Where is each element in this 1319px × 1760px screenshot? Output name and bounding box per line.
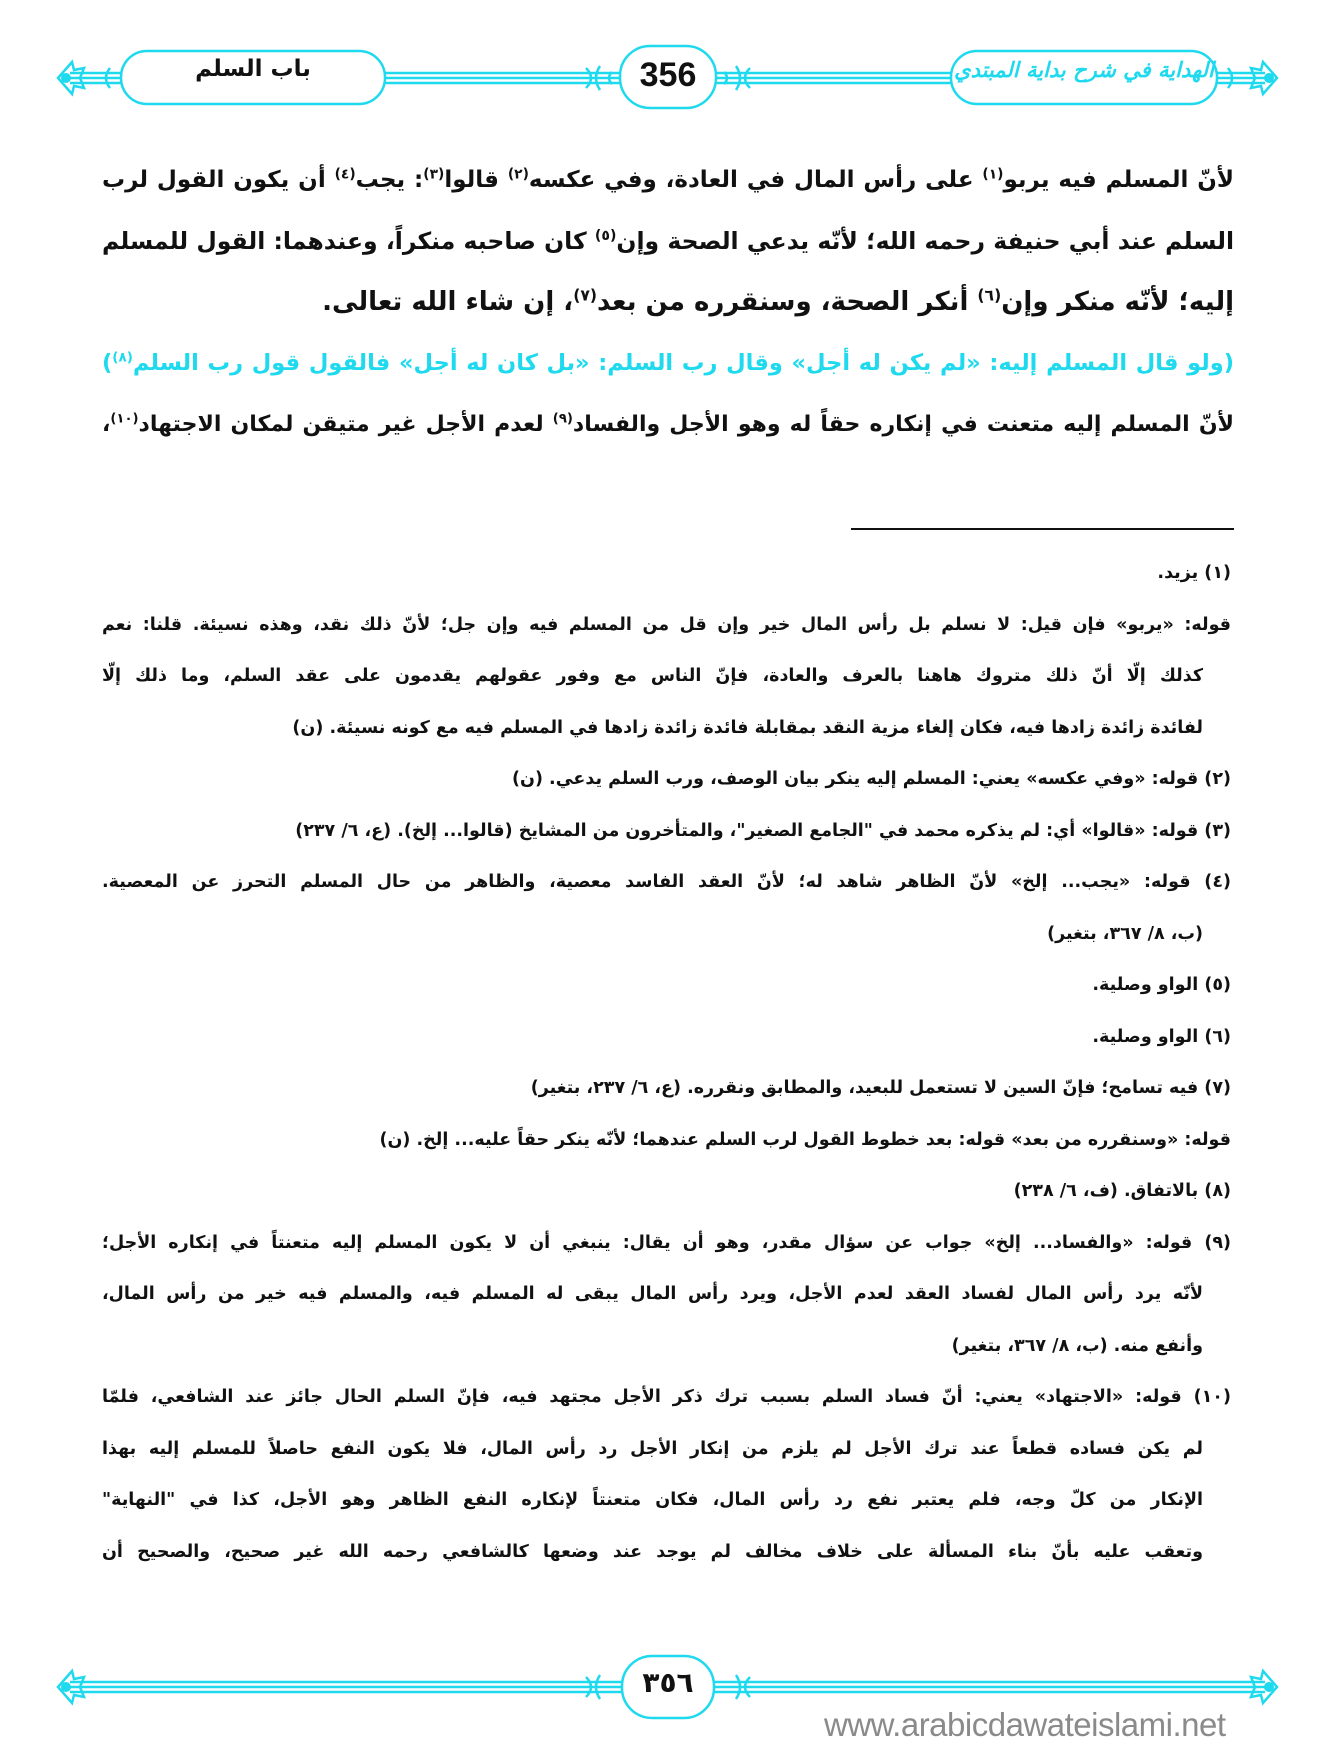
quoted-term: (قالوا... إلخ) [403, 820, 513, 841]
footnote-separator [851, 528, 1234, 530]
text-segment: إليه؛ لأنّه منكر وإن [1001, 287, 1234, 317]
text-segment: . (ع، ٦/ ٢٣٧) [295, 820, 404, 841]
text-segment: أن يكون القول لرب [102, 167, 335, 193]
footnote-line [102, 857, 1231, 909]
text-segment: (٤) [1190, 872, 1231, 892]
footnote-marker: (٦) [977, 286, 1002, 305]
chapter-title: باب السلم [195, 56, 311, 82]
quoted-term: قوله: «قالوا» [1081, 820, 1199, 841]
footnote-line [102, 1166, 1231, 1218]
text-segment: جواب عن سؤال مقدر، وهو أن يقال: ينبغي أن لا يكون المسلم إليه متعنتاً في إنكاره الأجل؛ [102, 1232, 985, 1253]
text-segment: (٨) بالاتفاق. (ف، ٦/ ٢٣٨) [1013, 1181, 1231, 1201]
main-line [102, 150, 1234, 211]
text-segment: (٥) الواو وصلية. [1092, 975, 1231, 995]
quoted-term: قوله: «وفي عكسه» [1026, 769, 1199, 789]
text-segment: على رأس المال في العادة، وفي عكسه [528, 167, 983, 193]
footnote-line [102, 1424, 1231, 1476]
footnote-marker: (٧) [573, 286, 597, 305]
text-segment: ، [102, 412, 111, 437]
text-segment: لأنّه يرد رأس المال لفساد العقد لعدم الأجل، ويرد رأس المال يبقى له المسلم فيه، والمسلم فيه خير من رأس المال، [102, 1284, 1203, 1304]
footnote-line [102, 1527, 1231, 1579]
text-segment: : يجب [355, 167, 424, 193]
quoted-term: قوله: «والفساد... إلخ» [984, 1232, 1193, 1253]
text-segment: أي: لم يذكره محمد في "الجامع الصغير"، والمتأخرون من المشايخ [512, 820, 1082, 841]
text-segment: (٢) [1198, 769, 1231, 789]
page-number-footer: ٣٥٦ [642, 1666, 694, 1699]
text-segment: كان صاحبه منكراً، وعندهما: القول للمسلم [102, 227, 595, 255]
text-segment: فإن قيل: لا نسلم بل رأس المال خير وإن قل من المسلم فيه وإن جل؛ لأنّ ذلك نقد، وهذه نسيئة. قلنا: نعم [102, 614, 1117, 635]
text-segment: قوله: بعد خطوط القول لرب السلم عندهما؛ لأنّه ينكر حقاً عليه... إلخ. (ن) [379, 1129, 1012, 1150]
footnote-marker: (١٠) [110, 411, 139, 427]
text-segment: (٦) الواو وصلية. [1092, 1026, 1231, 1047]
text-segment: يعني: المسلم إليه ينكر بيان الوصف، ورب السلم يدعي. (ن) [512, 769, 1027, 789]
footnote-line [102, 651, 1231, 703]
footnote-line [102, 1372, 1231, 1424]
main-line [102, 211, 1234, 272]
footnote-line [102, 1269, 1231, 1321]
footnote-line [102, 703, 1231, 755]
text-segment: لأنّ الظاهر شاهد له؛ لأنّ العقد الفاسد معصية، والظاهر من حال المسلم التحرز عن المعصية. [102, 872, 1011, 892]
text-segment: وتعقب عليه بأنّ بناء المسألة على خلاف مخالف لم يوجد عند وضعها كالشافعي رحمه الله غير صحيح، والصحيح أن [102, 1541, 1203, 1562]
website-url: www.arabicdawateislami.net [824, 1706, 1226, 1743]
footnote-line [102, 1475, 1231, 1527]
footnote-marker: (٩) [552, 411, 573, 427]
main-text [102, 150, 1234, 455]
quoted-term: قوله: «يربو» [1116, 614, 1231, 635]
text-segment: لعدم الأجل غير متيقن لمكان الاجتهاد [138, 412, 553, 437]
text-segment: (٩) [1192, 1232, 1232, 1253]
footnote-line [102, 1321, 1231, 1373]
text-segment: ، إن شاء الله تعالى. [322, 287, 574, 317]
footnote-line [102, 600, 1231, 652]
footnote-line [102, 1218, 1231, 1270]
text-segment: لأنّ المسلم فيه يربو [1003, 167, 1234, 193]
text-segment: لفائدة زائدة زادها فيه، فكان إلغاء مزية النقد بمقابلة فائدة زائدة زادها في المسلم فيه مع كونه نسيئة. (ن) [292, 717, 1203, 738]
footnote-marker: (٢) [507, 166, 529, 183]
text-segment: السلم عند أبي حنيفة رحمه الله؛ لأنّه يدعي الصحة وإن [616, 227, 1234, 255]
footnote-line [102, 806, 1231, 858]
text-segment: لأنّ المسلم إليه متعنت في إنكاره حقاً له وهو الأجل والفساد [572, 412, 1234, 437]
text-segment: (٧) فيه تسامح؛ فإنّ السين لا تستعمل للبعيد، والمطابق ونقرره. (ع، ٦/ ٢٣٧، بتغير) [530, 1078, 1231, 1098]
text-segment: ) [102, 350, 113, 376]
footnote-marker: (٥) [594, 228, 617, 245]
text-segment: يعني: أنّ فساد السلم بسبب ترك ذكر الأجل مجتهد فيه، فإنّ السلم الحال جائز عند الشافعي، فلمّا [102, 1387, 1035, 1407]
text-segment: كذلك إلّا أنّ ذلك متروك هاهنا بالعرف والعادة، فإنّ الناس مع وفور عقولهم يقدمون على عقد السلم، وما ذلك إلّا [102, 666, 1203, 686]
text-segment: (١) يزيد. [1157, 563, 1231, 583]
footnote-line [102, 960, 1231, 1012]
page-number-header: 356 [639, 56, 697, 94]
quoted-term: قوله: «الاجتهاد» [1034, 1387, 1182, 1407]
text-segment: أنكر الصحة، وسنقرره من بعد [597, 287, 978, 317]
footnote-marker: (٨) [112, 349, 133, 366]
text-segment: (١٠) [1181, 1387, 1231, 1407]
text-segment: (ب، ٨/ ٣٦٧، بتغير) [1047, 923, 1203, 944]
main-line [102, 394, 1234, 455]
footnote-marker: (١) [982, 166, 1004, 183]
footnote-line [102, 548, 1231, 600]
text-segment: (ولو قال المسلم إليه: «لم يكن له أجل» وقال رب السلم: «بل كان له أجل» فالقول قول رب السلم [132, 350, 1234, 376]
footnote-line [102, 909, 1231, 961]
footnote-marker: (٤) [334, 166, 356, 183]
text-segment: الإنكار من كلّ وجه، فلم يعتبر نفع رد رأس المال، فكان متعنتاً لإنكاره النفع الظاهر وهو الأجل، كذا في "النهاية" [102, 1490, 1203, 1510]
text-segment: (٣) [1198, 820, 1231, 841]
book-logo: الهداية في شرح بداية المبتدي [954, 58, 1214, 82]
footnote-line [102, 1012, 1231, 1064]
quoted-term: قوله: «يجب... إلخ» [1011, 872, 1191, 892]
text-segment: وأنفع منه. (ب، ٨/ ٣٦٧، بتغير) [951, 1335, 1203, 1356]
text-segment: لم يكن فساده قطعاً عند ترك الأجل لم يلزم من إنكار الأجل رد رأس المال، فلا يكون النفع حاصلاً للمسلم إليه بهذا [102, 1438, 1203, 1459]
footnote-line [102, 1115, 1231, 1167]
footnote-marker: (٣) [423, 166, 445, 183]
footnote-line [102, 1063, 1231, 1115]
text-segment: قالوا [444, 167, 508, 193]
quoted-term: قوله: «وسنقرره من بعد» [1011, 1129, 1231, 1150]
footnotes [102, 548, 1231, 1578]
main-line [102, 333, 1234, 394]
footnote-line [102, 754, 1231, 806]
main-line [102, 272, 1234, 333]
